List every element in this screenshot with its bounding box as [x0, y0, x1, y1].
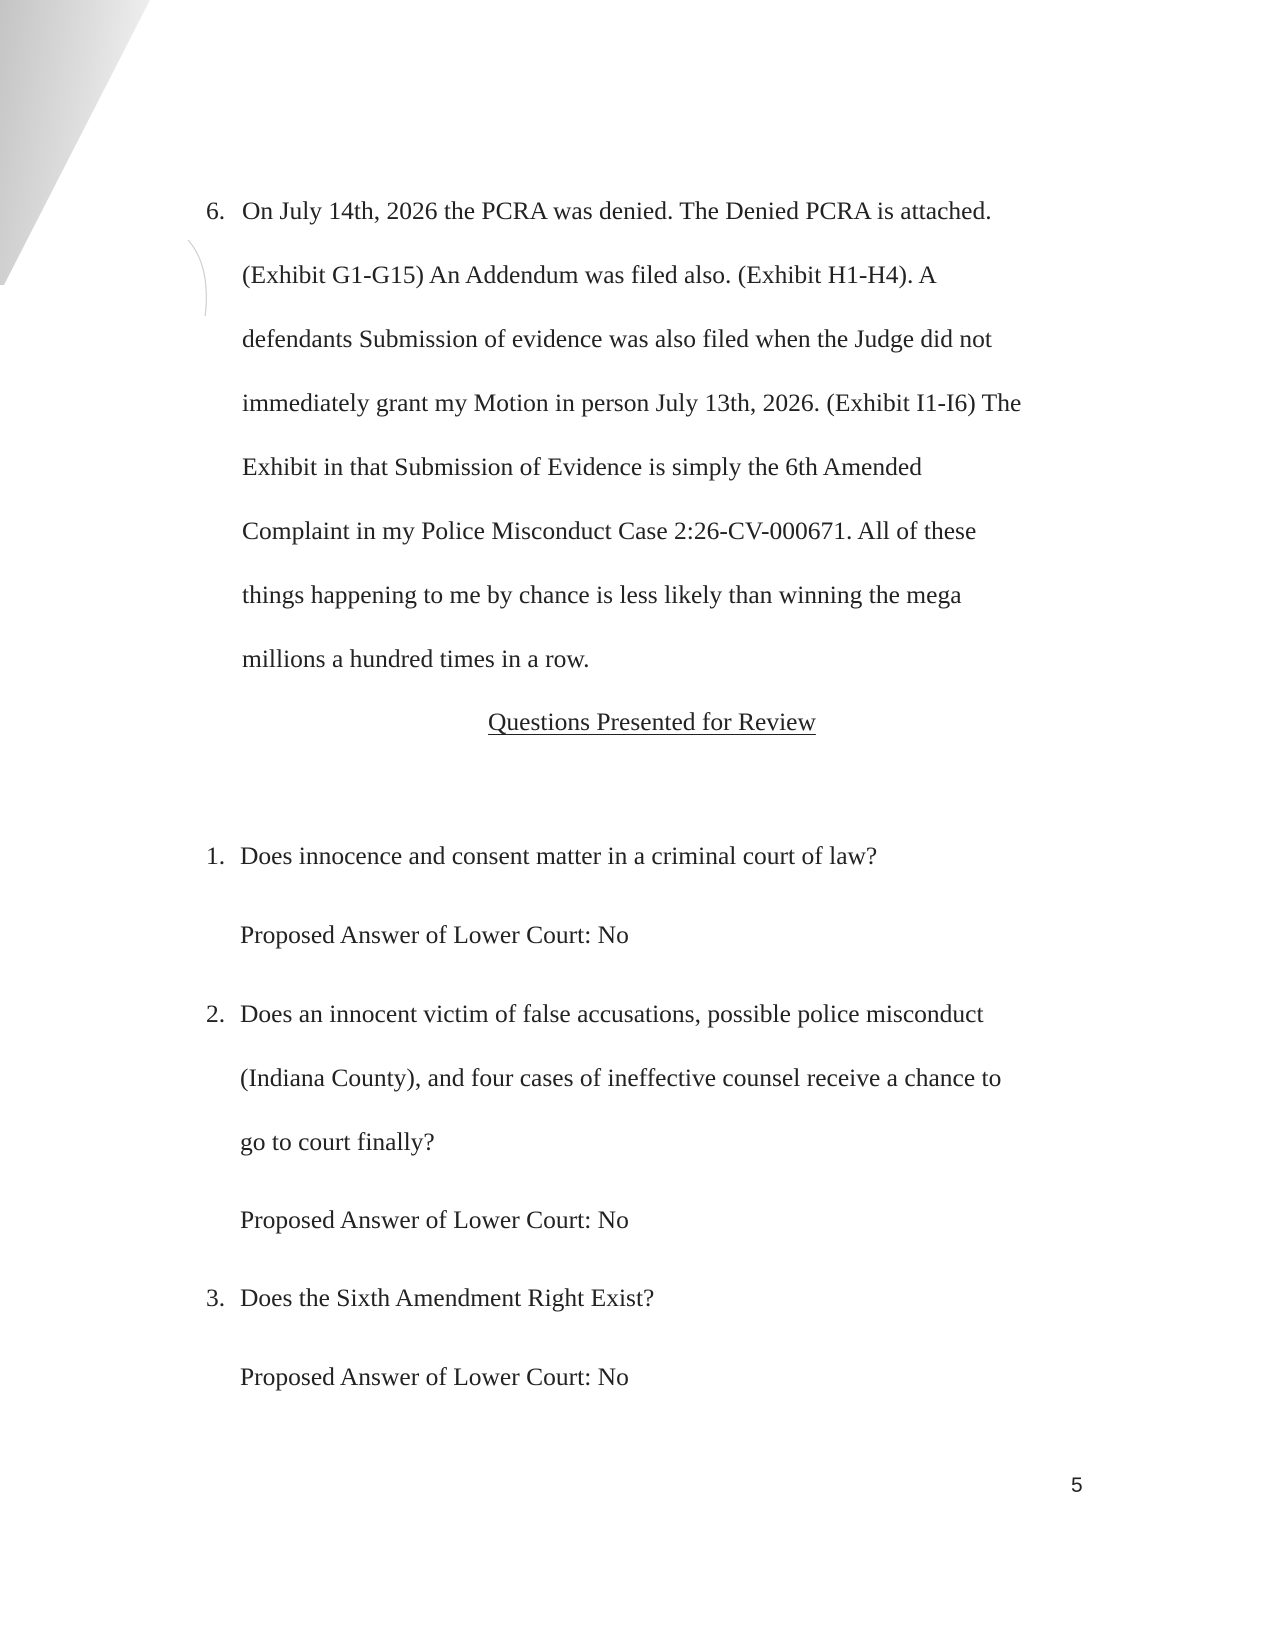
- proposed-answer: Proposed Answer of Lower Court: No: [240, 1362, 629, 1391]
- paragraph-line: Exhibit in that Submission of Evidence is simply the 6th Amended: [242, 452, 922, 481]
- paragraph-line: On July 14th, 2026 the PCRA was denied. The Denied PCRA is attached.: [242, 196, 992, 225]
- question-number: 1.: [206, 841, 226, 870]
- paragraph-line: immediately grant my Motion in person July 13th, 2026. (Exhibit I1-I6) The: [242, 388, 1022, 417]
- paragraph-number: 6.: [206, 196, 226, 225]
- paragraph-line: millions a hundred times in a row.: [242, 644, 590, 673]
- question-text: Does an innocent victim of false accusations, possible police misconduct: [240, 999, 984, 1028]
- page-number: 5: [1071, 1474, 1083, 1497]
- question-number: 3.: [206, 1283, 226, 1312]
- question-text: (Indiana County), and four cases of ineffective counsel receive a chance to: [240, 1063, 1002, 1092]
- question-text: go to court finally?: [240, 1127, 435, 1156]
- paragraph-line: things happening to me by chance is less likely than winning the mega: [242, 580, 962, 609]
- paragraph-line: Complaint in my Police Misconduct Case 2:26-CV-000671. All of these: [242, 516, 977, 545]
- scan-corner-shadow: [0, 0, 155, 285]
- proposed-answer: Proposed Answer of Lower Court: No: [240, 920, 629, 949]
- question-number: 2.: [206, 999, 226, 1028]
- question-text: Does the Sixth Amendment Right Exist?: [240, 1283, 655, 1312]
- paragraph-line: defendants Submission of evidence was also filed when the Judge did not: [242, 324, 992, 353]
- scan-artifact-mark: [186, 238, 222, 318]
- question-text: Does innocence and consent matter in a criminal court of law?: [240, 841, 878, 870]
- section-heading: Questions Presented for Review: [488, 707, 816, 736]
- paragraph-line: (Exhibit G1-G15) An Addendum was filed also. (Exhibit H1-H4). A: [242, 260, 937, 289]
- proposed-answer: Proposed Answer of Lower Court: No: [240, 1205, 629, 1234]
